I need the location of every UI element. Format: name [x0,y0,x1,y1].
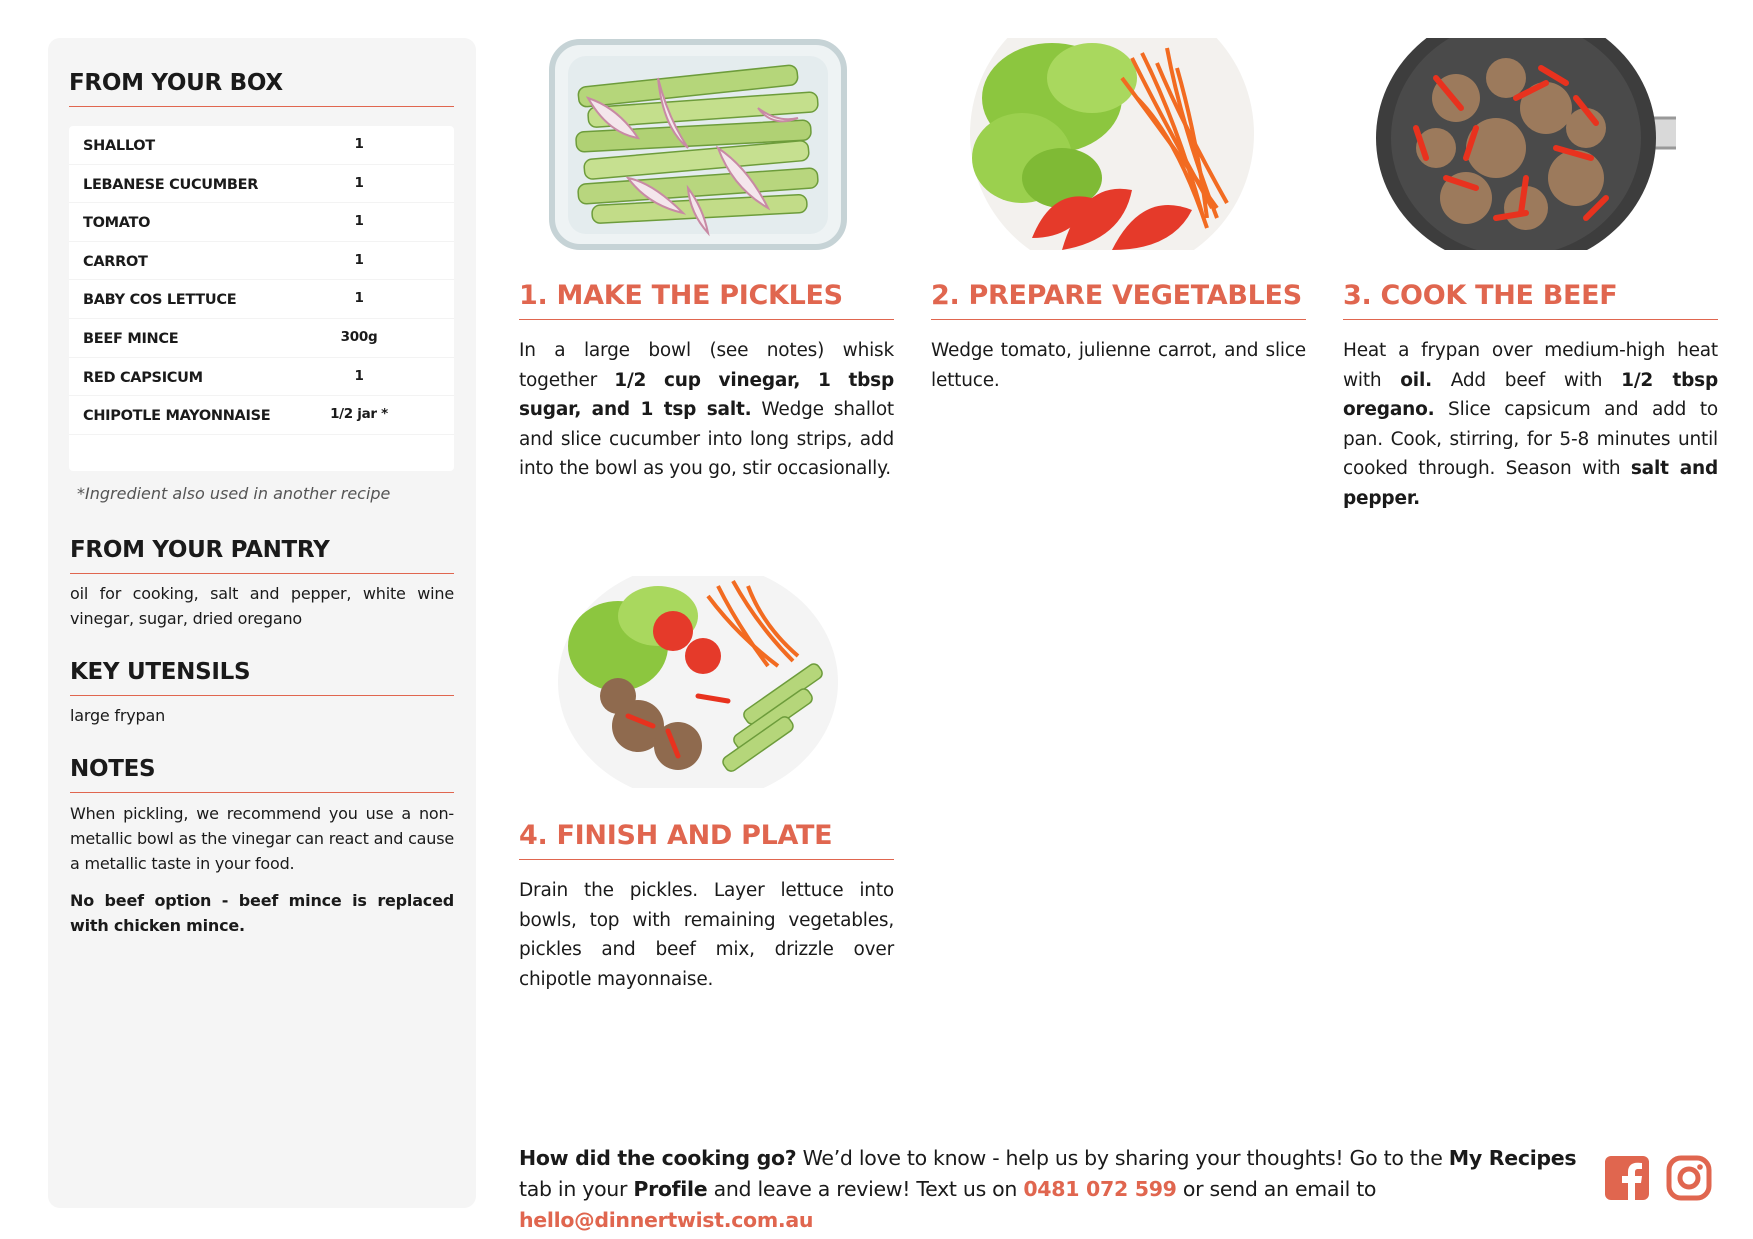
finished-bowl-illustration [548,576,848,788]
table-row [69,242,454,281]
footer-question: How did the cooking go? [519,1146,797,1170]
notes-heading: NOTES [70,756,454,793]
pickles-illustration [548,38,848,250]
step-3-bold-c: salt and pepper. [1343,458,1719,509]
table-row [69,165,454,204]
table-row [69,358,454,397]
step-1-bold-a: 1/2 cup vinegar, 1 tbsp sugar, and 1 tsp salt. [519,369,894,420]
ingredient-name: LEBANESE CUCUMBER [83,176,259,193]
table-row [69,396,454,435]
step-3-text-b: Add beef with [1431,369,1622,391]
ingredient-name: BABY COS LETTUCE [83,292,237,309]
ingredient-name: CARROT [83,253,148,270]
footer-text: or send an email to [1176,1177,1377,1201]
utensils-text: large frypan [70,706,166,725]
step-4-text-a: Drain the pickles. Layer lettuce into bowls, top with remaining vegetables, pickles and beef mix, drizzle over chipotle mayonnaise. [519,880,894,990]
from-your-box-heading: FROM YOUR BOX [69,70,454,107]
from-your-pantry-heading: FROM YOUR PANTRY [70,537,454,574]
phone-link[interactable]: 0481 072 599 [1023,1177,1177,1201]
step-3-title: 3. COOK THE BEEF [1343,280,1718,320]
step-1-text-b: Wedge shallot and slice cucumber into long strips, add into the bowl as you go, stir occasionally. [519,399,894,479]
review-footer [519,1143,1579,1236]
step-2-body [931,336,1306,395]
footer-text: We’d love to know - help us by sharing your thoughts! Go to the [796,1146,1449,1170]
footer-text: tab in your [519,1177,634,1201]
ingredient-qty: 1 [354,213,364,230]
step-2-title: 2. PREPARE VEGETABLES [931,280,1306,320]
ingredient-qty: 1 [354,367,364,384]
ingredient-name: BEEF MINCE [83,330,179,347]
footer-text: and leave a review! Text us on [707,1177,1024,1201]
ingredient-qty: 1 [354,290,364,307]
footer-profile: Profile [633,1177,708,1201]
table-row [69,280,454,319]
pantry-text: oil for cooking, salt and pepper, white wine vinegar, sugar, dried oregano [70,584,454,628]
instagram-icon[interactable] [1666,1155,1712,1201]
table-row [69,126,454,165]
step-4-title: 4. FINISH AND PLATE [519,820,894,860]
step-1-title: 1. MAKE THE PICKLES [519,280,894,320]
notes-bold-text: No beef option - beef mince is replaced with chicken mince. [70,891,454,935]
ingredient-qty: 1 [354,251,364,268]
step-4-body [519,876,894,994]
box-footnote: *Ingredient also used in another recipe [77,484,391,503]
ingredient-qty: 1/2 jar * [330,406,388,423]
footer-my-recipes: My Recipes [1448,1146,1577,1170]
vegetables-illustration [962,38,1262,250]
table-row [69,203,454,242]
step-3-bold-a: oil. [1400,369,1432,391]
facebook-icon[interactable] [1604,1155,1650,1201]
step-2-text-a: Wedge tomato, julienne carrot, and slice lettuce. [931,340,1306,391]
finished-bowl-photo [548,576,848,788]
table-row [69,319,454,358]
ingredient-qty: 300g [340,328,378,345]
step-1-text-a: In a large bowl (see notes) whisk together [519,340,894,391]
ingredients-sidebar [48,38,476,1208]
beef-pan-photo [1376,38,1676,250]
step-3-body [1343,336,1718,513]
pickles-photo [548,38,848,250]
ingredient-qty: 1 [354,174,364,191]
ingredient-name: TOMATO [83,215,151,232]
ingredient-qty: 1 [354,136,364,152]
email-link[interactable]: hello@dinnertwist.com.au [519,1208,814,1232]
beef-pan-illustration [1376,38,1676,250]
ingredient-name: CHIPOTLE MAYONNAISE [83,408,271,425]
ingredient-name: RED CAPSICUM [83,369,203,386]
vegetables-photo [962,38,1262,250]
notes-text: When pickling, we recommend you use a non-metallic bowl as the vinegar can react and cause a metallic taste in your food. [70,804,454,873]
step-3-text-a: Heat a frypan over medium-high heat with [1343,340,1718,391]
ingredient-name: SHALLOT [83,138,155,154]
step-3-text-c: Slice capsicum and add to pan. Cook, stirring, for 5-8 minutes until cooked through. Season with [1343,399,1718,479]
box-ingredients-table [69,126,454,471]
key-utensils-heading: KEY UTENSILS [70,659,454,696]
step-1-body [519,336,894,484]
step-3-bold-b: 1/2 tbsp oregano. [1343,369,1718,420]
